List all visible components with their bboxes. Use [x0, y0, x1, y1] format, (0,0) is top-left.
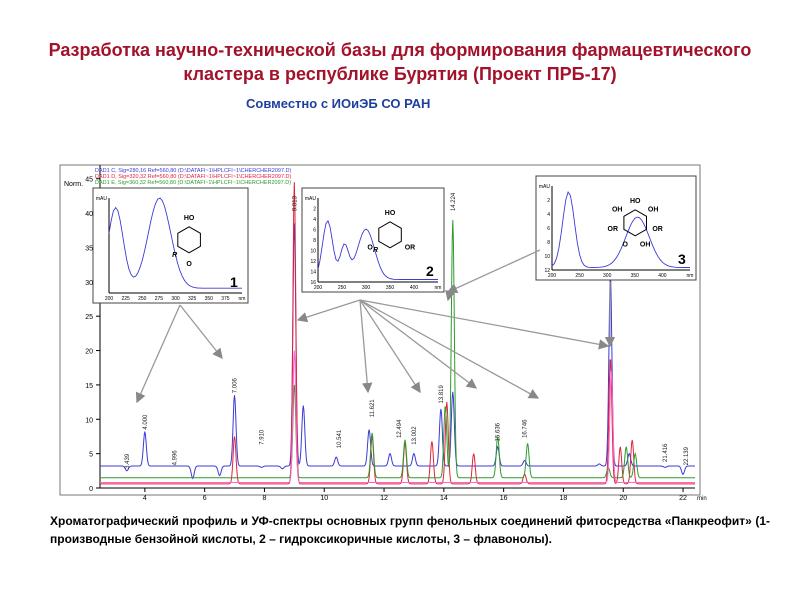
inset-x-tick-label: 200 — [104, 296, 114, 302]
peak-label: 9.013 — [292, 196, 299, 212]
molecule-atom-label: HO — [384, 209, 396, 217]
legend-entry: DAD1 D, Sig=320,32 Ref=560,80 (D:\DATAFI~1\HPLCFI~1\CHERCHER2097.D) — [95, 174, 292, 180]
inset-y-tick-label: 6 — [547, 226, 550, 232]
annotation-arrow — [137, 305, 180, 402]
x-tick-label: 6 — [202, 495, 207, 502]
inset-number: 1 — [230, 274, 238, 290]
peak-label: 13.819 — [438, 385, 445, 404]
inset-y-tick-label: 6 — [313, 227, 316, 234]
molecule-atom-label: OH — [647, 206, 659, 214]
x-tick-label: 16 — [499, 495, 508, 502]
page-subtitle: Совместно с ИОиЭБ СО РАН — [246, 96, 431, 111]
molecule-atom-label: OR — [404, 244, 416, 252]
molecule-atom-label: O — [186, 260, 192, 268]
x-axis-unit: min — [697, 496, 707, 502]
inset-x-tick-label: nm — [238, 296, 246, 302]
y-axis-label: Norm. — [64, 181, 84, 188]
inset-y-tick-label: 12 — [544, 268, 550, 274]
y-tick-label: 20 — [85, 348, 93, 356]
molecule-atom-label: OR — [652, 225, 663, 233]
inset-y-tick-label: mAU — [304, 196, 316, 202]
inset-x-tick-label: 300 — [603, 273, 612, 279]
molecule-atom-label: OH — [639, 241, 651, 249]
peak-label: 4.996 — [172, 450, 179, 466]
peak-label: 13.002 — [411, 426, 418, 445]
molecule-atom-label: OH — [611, 206, 623, 214]
peak-label: 21.416 — [663, 443, 670, 462]
figure-caption: Хроматографический профиль и УФ-спектры основных групп фенольных соединений фитосредства «Панкреофит» (1- производные бензойной кислоты, 2 – гидроксикоричные кислоты, 3 – флавонолы). — [50, 514, 770, 546]
inset-x-tick-label: 275 — [154, 296, 164, 302]
x-tick-label: 8 — [262, 495, 267, 502]
inset-y-tick-label: 4 — [313, 217, 316, 223]
inset-x-tick-label: 250 — [575, 273, 584, 279]
x-tick-label: 4 — [142, 495, 147, 502]
peak-label: 4.000 — [142, 414, 149, 430]
chart-legend — [95, 168, 292, 186]
peak-label: 7.910 — [259, 429, 266, 445]
inset-y-tick-label: 10 — [310, 248, 316, 255]
peak-label: 15.636 — [495, 422, 502, 442]
annotation-arrow — [360, 300, 368, 392]
peak-label: 14.224 — [450, 192, 457, 212]
inset-frame — [93, 188, 248, 303]
annotation-arrow — [448, 250, 540, 292]
inset-x-tick-label: 400 — [409, 285, 419, 291]
inset-y-tick-label: 12 — [310, 259, 316, 265]
legend-entry: DAD1 C, Sig=280,16 Ref=560,80 (D:\DATAFI~1\HPLCFI~1\CHERCHER2097.D) — [95, 168, 292, 174]
y-tick-label: 45 — [85, 176, 93, 184]
inset-x-tick-label: 350 — [385, 285, 395, 291]
inset-x-tick-label: 200 — [547, 273, 557, 279]
inset-y-tick-label: 14 — [310, 269, 316, 276]
inset-x-tick-label: nm — [686, 273, 694, 279]
inset-x-tick-label: 375 — [221, 296, 230, 302]
inset-x-tick-label: 400 — [658, 273, 667, 279]
x-tick-label: 12 — [380, 495, 388, 502]
chart-insets — [93, 176, 696, 303]
annotation-arrow — [360, 300, 538, 398]
inset-y-tick-label: 10 — [544, 254, 550, 260]
inset-x-tick-label: 325 — [187, 296, 197, 302]
molecule-atom-label: O — [367, 244, 373, 252]
legend-entry: DAD1 E, Sig=360,32 Ref=560,80 (D:\DATAFI~1\HPLCFI~1\CHERCHER2097.D) — [95, 180, 292, 186]
inset-y-tick-label: mAU — [95, 196, 107, 202]
y-tick-label: 0 — [89, 486, 93, 493]
molecule-atom-label: HO — [183, 214, 195, 222]
inset-number: 3 — [678, 251, 686, 267]
x-tick-label: 18 — [559, 495, 568, 502]
peak-label: 7.006 — [232, 378, 239, 394]
peak-label: 11.621 — [370, 399, 377, 418]
annotation-arrow — [360, 300, 608, 346]
y-tick-label: 40 — [85, 211, 93, 219]
annotation-arrow — [180, 305, 222, 358]
inset-y-tick-label: 2 — [313, 206, 316, 213]
inset-x-tick-label: 350 — [204, 296, 213, 302]
x-tick-label: 22 — [679, 495, 687, 502]
inset-y-tick-label: 16 — [310, 280, 316, 286]
inset-y-tick-label: 4 — [547, 212, 550, 218]
y-tick-label: 30 — [85, 279, 93, 287]
annotation-arrow — [360, 300, 420, 392]
peak-label: 3.439 — [124, 453, 131, 469]
page-title: Разработка научно-технической базы для формирования фармацевтического кластера в республике Бурятия (Проект ПРБ-17) — [48, 40, 752, 84]
inset-number: 2 — [426, 263, 434, 279]
inset-x-tick-label: nm — [434, 285, 442, 291]
inset-y-tick-label: 8 — [547, 240, 550, 246]
inset-x-tick-label: 350 — [630, 273, 639, 279]
peak-label: 22.139 — [684, 447, 691, 466]
molecule-substituent: R — [373, 246, 379, 254]
peak-label: 16.746 — [522, 419, 529, 438]
inset-x-tick-label: 300 — [171, 296, 180, 302]
inset-x-tick-label: 200 — [313, 285, 323, 291]
y-tick-label: 25 — [85, 314, 93, 322]
inset-y-tick-label: mAU — [538, 184, 550, 190]
inset-x-tick-label: 250 — [337, 285, 347, 291]
molecule-atom-label: HO — [629, 197, 641, 205]
peak-label: 10.541 — [337, 429, 344, 449]
molecule-substituent: R — [172, 251, 178, 259]
inset-x-tick-label: 300 — [361, 285, 371, 291]
y-tick-label: 10 — [85, 417, 93, 425]
inset-x-tick-label: 225 — [121, 296, 130, 302]
y-tick-label: 5 — [89, 451, 93, 459]
annotation-arrow — [298, 300, 360, 320]
x-tick-label: 10 — [320, 495, 329, 502]
inset-y-tick-label: 8 — [313, 238, 316, 244]
x-tick-label: 20 — [619, 495, 628, 502]
inset-x-tick-label: 250 — [138, 296, 147, 302]
molecule-atom-label: O — [622, 241, 628, 249]
peak-label: 12.494 — [396, 419, 403, 438]
inset-y-tick-label: 2 — [547, 198, 550, 204]
y-tick-label: 35 — [85, 245, 93, 253]
annotation-arrow — [448, 292, 450, 300]
molecule-atom-label: OR — [607, 225, 619, 233]
annotation-arrow — [360, 300, 476, 388]
x-tick-label: 14 — [439, 495, 448, 502]
y-tick-label: 15 — [85, 382, 93, 390]
